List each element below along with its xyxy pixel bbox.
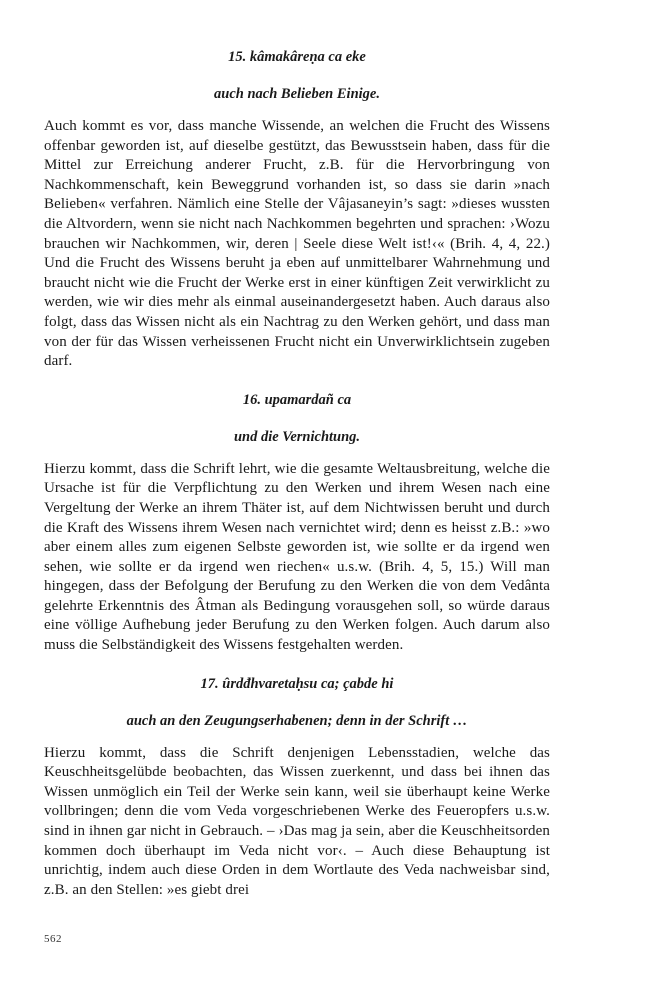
- page-content: [44, 40, 550, 900]
- section-15-german-heading: auch nach Belieben Einige.: [214, 86, 380, 102]
- section-15-paragraph: Auch kommt es vor, dass manche Wissende, an welchen die Frucht des Wissens offenbar geworden ist, auf dieselbe gestützt, das Bewusstsein haben, dass für die Mittel zur Erreichung anderer Frucht, z.B. für die Hervorbringung von Nachkommenschaft, kein Beweggrund vorhanden ist, so dass sie darin »nach Belieben« verfahren. Nämlich eine Stelle der Vâjasaneyin’s sagt: »dieses wussten die Altvordern, wenn sie nicht nach Nachkommen begehrten und sprachen: ›Wozu brauchen wir Nachkommen, wir, deren | Seele diese Welt ist!‹« (Brih. 4, 4, 22.) Und die Frucht des Wissens beruht ja eben auf unmittelbarer Wahrnehmung und braucht nicht wie die Frucht der Werke erst in einer künftigen Zeit verwirklicht zu werden, wie wir dies mehr als einmal auseinandergesetzt haben. Auch daraus also folgt, dass das Wissen nicht als ein Nachtrag zu den Werken gehört, und dass man von der für das Wissen verheissenen Frucht nicht ein Unverwirklichtsein zugeben darf.: [44, 118, 550, 370]
- section-16-paragraph: Hierzu kommt, dass die Schrift lehrt, wie die gesamte Weltausbreitung, welche die Ursache ist für die Verpflichtung zu den Werken und ihrem Wesen nach eine Vergeltung der Werke an ihrem Thäter ist, auf dem Nichtwissen beruht und durch die Kraft des Wissens ihrem Wesen nach vernichtet wird; denn es heisst z.B.: »wo aber einem alles zum eigenen Selbste geworden ist, wie sollte er da irgend wen sehen, wie sollte er da irgend wen riechen« u.s.w. (Brih. 4, 5, 15.) Will man hingegen, dass der Befolgung der Berufung zu den Werken die von dem Vedânta gelehrte Erkenntnis des Âtman als Bedingung vorausgehen soll, so würde daraus eine völlige Aufhebung jeder Berufung zu den Werken folgen. Auch darum also muss die Selbständigkeit des Wissens festgehalten werden.: [44, 460, 550, 654]
- section-17-sanskrit-heading: 17. ûrdđhvaretaḥsu ca; çabde hi: [200, 675, 394, 692]
- section-17-german-heading: auch an den Zeugungserhabenen; denn in der Schrift …: [126, 712, 468, 729]
- page-number: 562: [44, 933, 62, 945]
- section-15-sanskrit-heading: 15. kâmakâreṇa ca eke: [228, 49, 366, 65]
- section-16-german-heading: und die Vernichtung.: [233, 428, 361, 445]
- section-17-paragraph: Hierzu kommt, dass die Schrift denjenigen Lebensstadien, welche das Keuschheitsgelübde beobachten, das Wissen zuerkennt, und dass bei ihnen das Wissen unmöglich ein Teil der Werke sein kann, weil sie überhaupt keine Werke vollbringen; denn die vom Veda vorgeschriebenen Werke des Feueropfers u.s.w. sind in ihnen gar nicht in Gebrauch. – ›Das mag ja sein, aber die Keuschheitsorden kommen doch überhaupt im Veda nicht vor‹. – Auch diese Behauptung ist unrichtig, indem auch diese Orden in dem Wortlaute des Veda nachweisbar sind, z.B. an den Stellen: »es giebt drei: [44, 744, 550, 898]
- section-16-sanskrit-heading: 16. upamardañ ca: [242, 391, 352, 408]
